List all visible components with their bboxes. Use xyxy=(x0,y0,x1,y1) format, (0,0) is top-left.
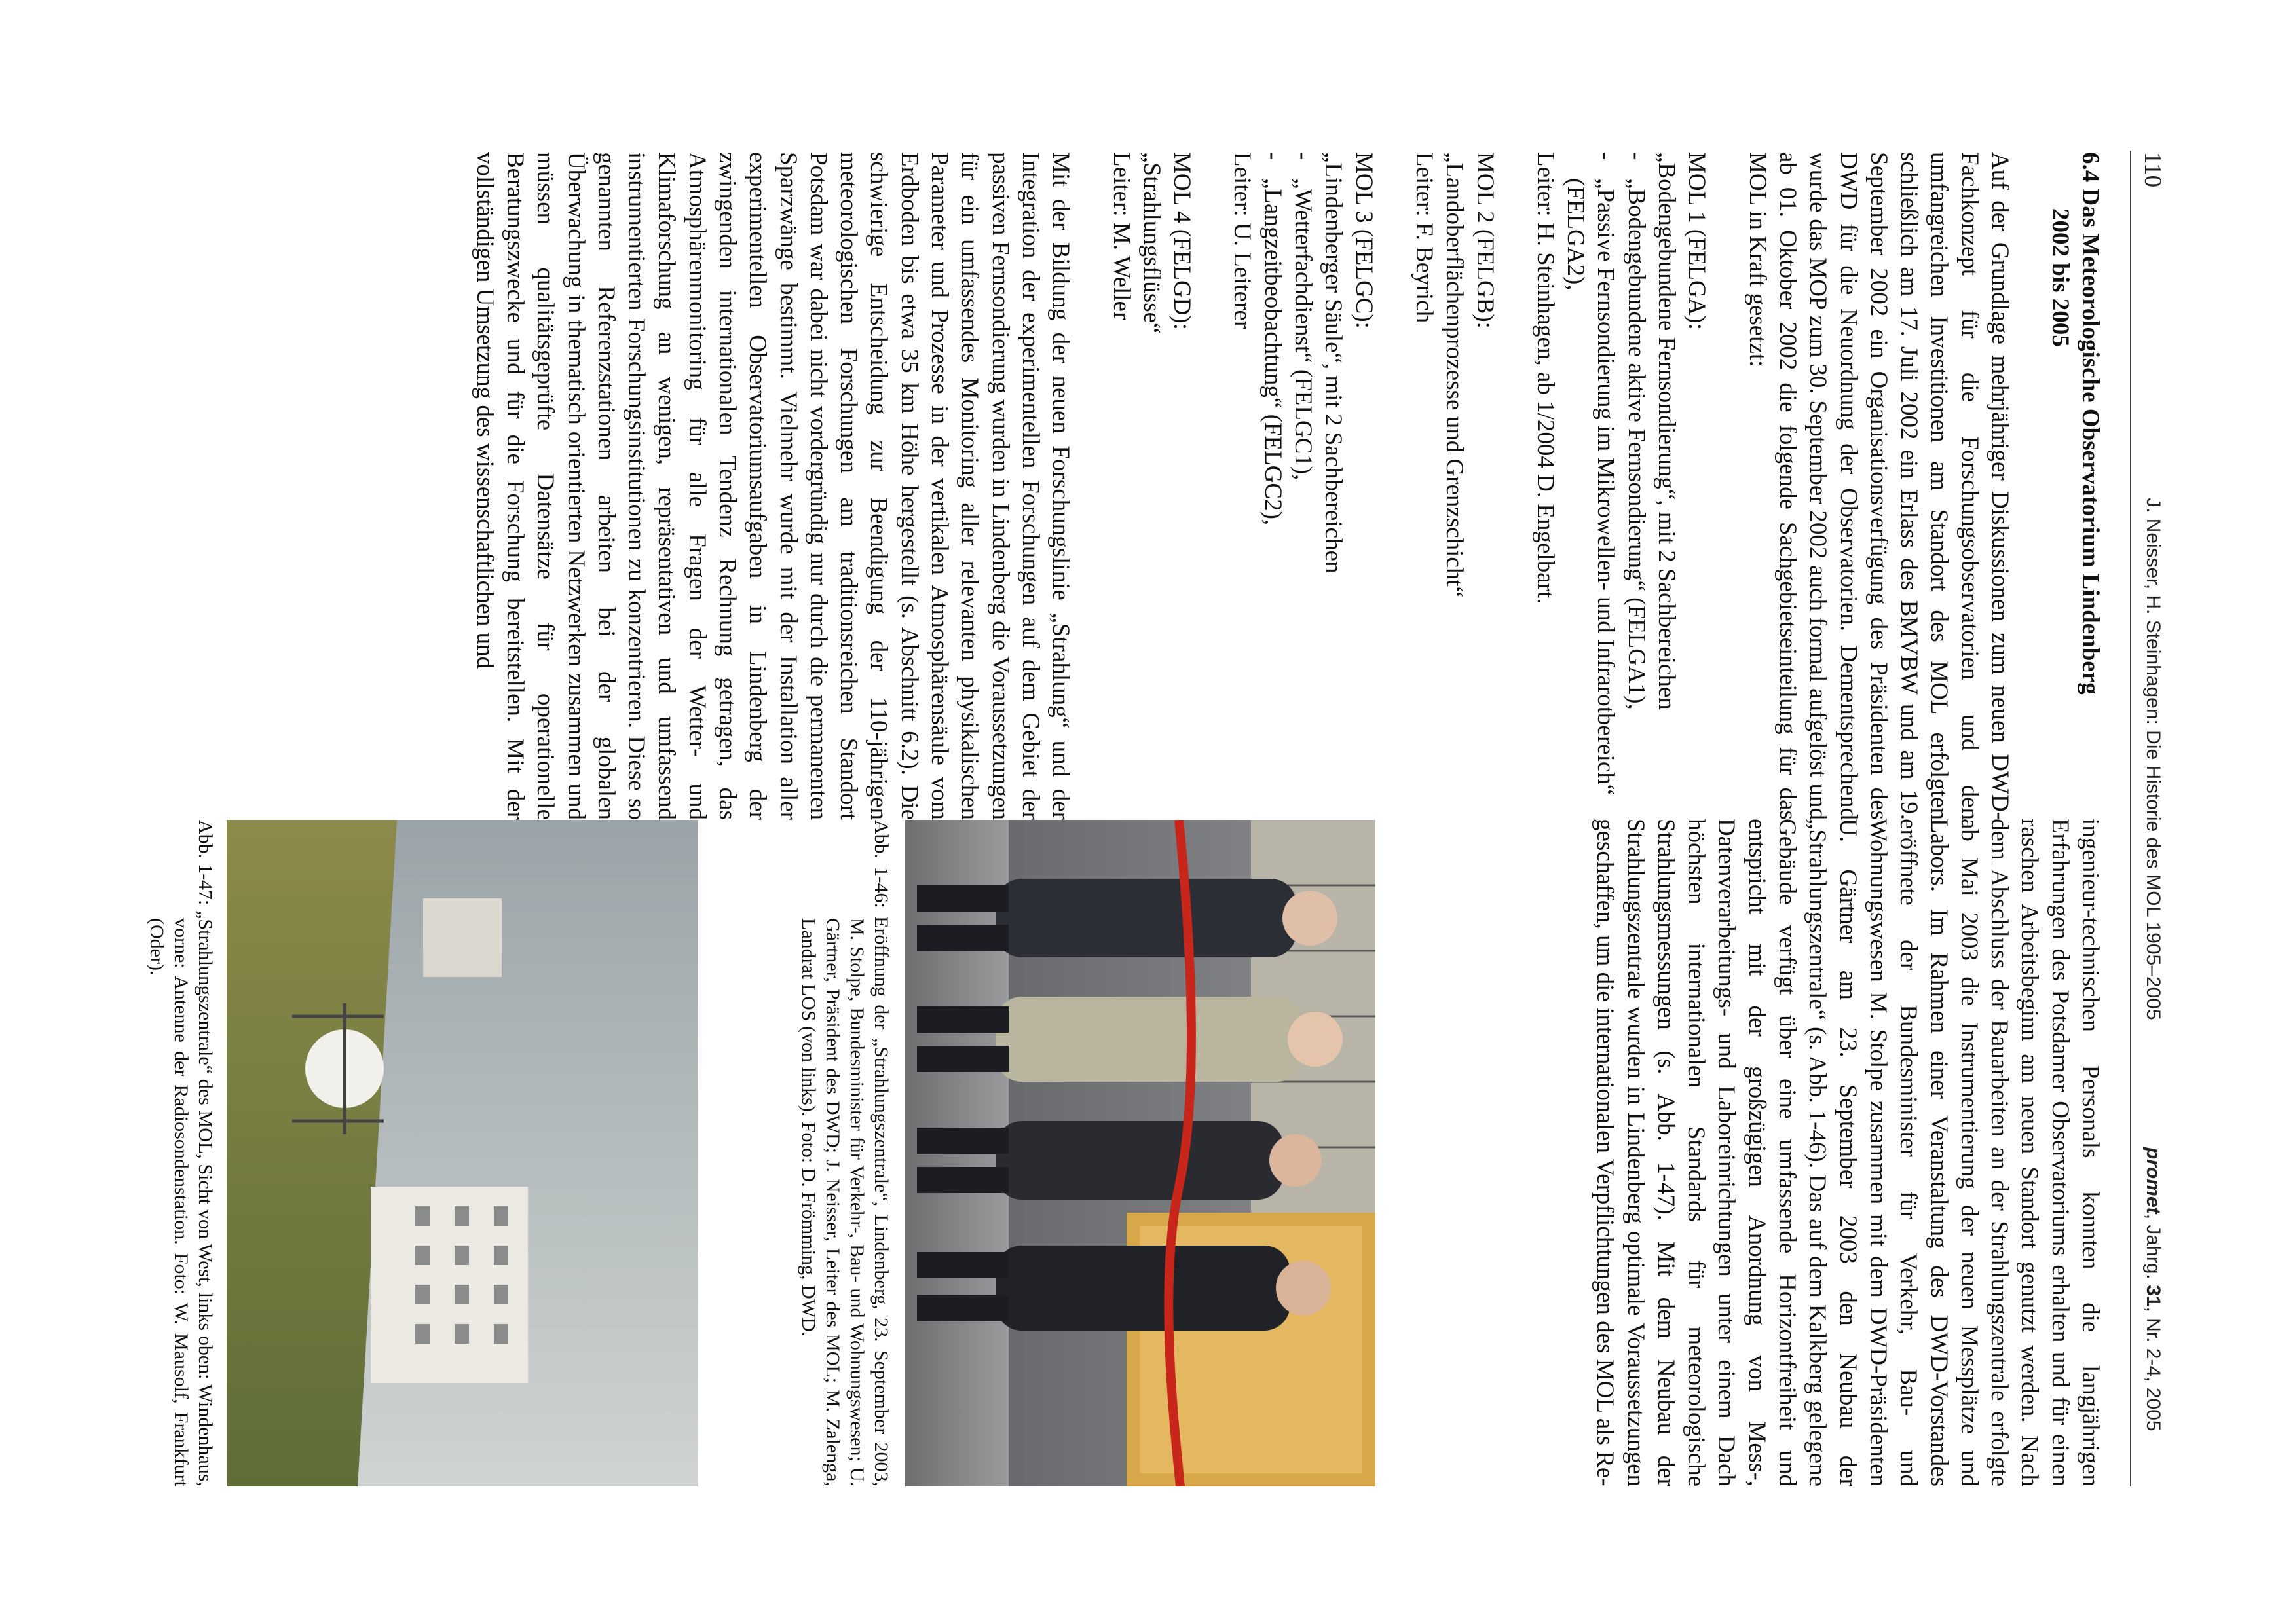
mol4-description: „Strahlungsflüsse“ xyxy=(1138,152,1165,334)
header-rule xyxy=(2130,151,2131,1486)
left-column xyxy=(469,152,2105,820)
figure-1-47-caption-text: „Strahlungszentrale“ des MOL, Sicht von West, links oben: Windenhaus, vorne: Antenne der Radiosondenstation. Foto: W. Mausolf, Frankfurt (Oder). xyxy=(146,910,216,1486)
journal-year-label: , Jahrg. xyxy=(2142,1213,2164,1280)
list-item: - „Passive Fernsondierung im Mikrowellen- und Infrarotbereich“ (FELGA2), xyxy=(1560,152,1621,820)
mol1-title: MOL 1 (FELGA): xyxy=(1683,152,1711,330)
paragraph-research-line: Mit der Bildung der neuen Forschungslinie „Strahlung“ und der Integration der experimentellen Forschungen auf dem Gebiet der passiven Fernsondierung wurden in Lindenberg die Voraussetzungen für ein umfassendes Monitoring aller relevanten physikalischen Parameter und Prozesse in der vertikalen Atmosphärensäule vom Erdboden bis etwa 35 km Höhe hergestellt (s. Abschnitt 6.2). Die schwierige Entscheidung zur Beendigung der 110-jährigen meteorologischen Forschungen am traditionsreichen Standort Potsdam war dabei nicht vordergründig nur durch die permanenten Sparzwänge bestimmt. Vielmehr wurde mit der Installation aller experimentellen Observatoriumsaufgaben in Lindenberg der zwingenden internationalen Tendenz Rechnung getragen, das Atmosphärenmonitoring für alle Fragen der Wetter- und Klimaforschung an wenigen, repräsentativen und umfassend instrumentierten Forschungsinstitutionen zu konzentrieren. Diese so genannten Referenzstationen arbeiten bei der globalen Überwachung in thematisch orientierten Netzwerken zusammen und müssen qualitätsgeprüfte Datensätze für operationelle Beratungszwecke und für die Forschung bereitstellen. Mit der vollständigen Umsetzung des wissenschaftlichen und xyxy=(471,152,1075,820)
journal-name: promet xyxy=(2142,1147,2164,1214)
mol2-leader: Leiter: F. Beyrich xyxy=(1410,152,1438,323)
mol2-description: „Landoberflächenprozesse und Grenzschicht“ xyxy=(1441,152,1468,598)
mol1-block xyxy=(1530,152,1712,820)
journal-citation xyxy=(2142,1147,2164,1431)
mol3-block xyxy=(1227,152,1378,820)
mol3-leader: Leiter: U. Leiterer xyxy=(1229,152,1256,329)
mol2-title: MOL 2 (FELGB): xyxy=(1471,152,1499,329)
mol4-block xyxy=(1106,152,1197,820)
section-heading-title: 6.4 Das Meteorologische Observatorium Lindenberg xyxy=(2077,152,2104,695)
opening-ceremony-photo xyxy=(905,820,1375,1486)
radiation-centre-photo xyxy=(227,820,698,1486)
mol4-title: MOL 4 (FELGD): xyxy=(1168,152,1196,330)
running-title: J. Neisser, H. Steinhagen: Die Historie des MOL 1905–2005 xyxy=(2142,498,2164,1020)
paragraph-intro: Auf der Grundlage mehrjähriger Diskussionen zum neuen DWD-Fachkonzept für die Forschungsobservatorien und den umfangreichen Investitionen am Standort des MOL erfolgten schließlich am 17. Juli 2002 ein Erlass des BMVBW und am 19. September 2002 ein Organisationsverfügung des Präsidenten des DWD für die Neuordnung der Observatorien. Dementsprechend wurde das MOP zum 30. September 2002 auch formal aufgelöst und ab 01. Oktober 2002 die folgende Sachgebietseinteilung für das MOL in Kraft gesetzt: xyxy=(1744,152,2013,820)
mol2-block xyxy=(1409,152,1500,820)
mol1-list xyxy=(1560,152,1651,820)
figure-1-46-photo xyxy=(905,820,1375,1486)
section-heading xyxy=(2045,152,2105,820)
figure-1-47-caption xyxy=(145,820,217,1486)
mol3-description: „Lindenberger Säule“, mit 2 Sachbereichen xyxy=(1320,152,1347,574)
mol1-leader: Leiter: H. Steinhagen, ab 1/2004 D. Engelbart. xyxy=(1531,152,1559,604)
paragraph-continuation: ingenieur-technischen Personals konnten die langjährigen Erfahrungen des Potsdamer Observatoriums erhalten und für einen raschen Arbeitsbeginn am neuen Standort genutzt werden. Nach dem Abschluss der Bauarbeiten an der Strahlungszentrale erfolgte ab Mai 2003 die Instrumentierung der neuen Messplätze und Labors. Im Rahmen einer Veranstaltung des DWD-Vorstandes eröffnete der Bundesminister für Verkehr, Bau- und Wohnungswesen M. Stolpe zusammen mit dem DWD-Präsidenten U. Gärtner am 23. September 2003 den Neubau der „Strahlungszentrale“ (s. Abb. 1-46). Das auf dem Kalkberg gelegene Gebäude verfügt über eine umfassende Horizontfreiheit und entspricht mit der großzügigen Anordnung von Mess-, Datenverarbeitungs- und Laboreinrichtungen unter einem Dach höchsten internationalen Standards für meteorologische Strahlungsmessungen (s. Abb. 1-47). Mit dem Neubau der Strahlungszentrale wurden in Lindenberg optimale Voraussetzungen geschaffen, um die internationalen Verpflichtungen des MOL als Re- xyxy=(1592,819,2104,1486)
figure-1-46-caption xyxy=(796,820,893,1486)
journal-issue: , Nr. 2-4, 2005 xyxy=(2142,1306,2164,1431)
mol3-list xyxy=(1257,152,1318,820)
journal-volume: 31 xyxy=(2142,1285,2164,1307)
right-column xyxy=(1590,819,2105,1486)
mol3-title: MOL 3 (FELGC): xyxy=(1350,152,1377,329)
list-item: - „Bodengebundene aktive Fernsondierung“ (FELGA1), xyxy=(1620,152,1651,820)
figure-1-47-photo xyxy=(227,820,698,1486)
list-item: - „Wetterfachdienst“ (FELGC1), xyxy=(1288,152,1318,820)
section-heading-years: 2002 bis 2005 xyxy=(2047,208,2074,347)
mol1-description: „Bodengebundene Fernsondierung“, mit 2 Sachbereichen xyxy=(1653,152,1681,710)
mol4-leader: Leiter: M. Weller xyxy=(1108,152,1135,320)
figure-1-46-caption-label: Abb. 1-46: xyxy=(870,820,892,908)
figure-1-47-caption-label: Abb. 1-47: xyxy=(195,820,216,906)
page-number: 110 xyxy=(2139,152,2166,188)
list-item: - „Langzeitbeobachtung“ (FELGC2), xyxy=(1257,152,1287,820)
figure-1-46-caption-text: Eröffnung der „Strahlungszentrale“, Lindenberg, 23. September 2003, M. Stolpe, Bundesminister für Verkehr-, Bau- und Wohnungswesen; U. Gärtner, Präsident des DWD; J. Neisser, Leiter des MOL; M. Zalenga, Landrat LOS (von links). Foto: D. Frömming, DWD. xyxy=(798,916,892,1487)
